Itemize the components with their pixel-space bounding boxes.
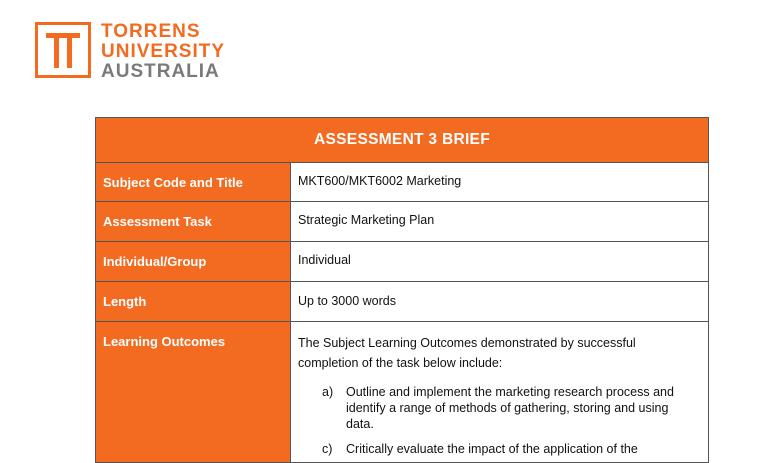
table-row	[96, 202, 708, 242]
row-value-length: Up to 3000 words	[298, 294, 396, 308]
table-row	[96, 242, 708, 282]
table-row	[96, 163, 708, 202]
row-value-task: Strategic Marketing Plan	[298, 213, 435, 227]
list-item	[298, 384, 708, 432]
logo-wordmark	[101, 22, 225, 82]
university-logo	[35, 22, 225, 82]
row-label-individual-group: Individual/Group	[96, 242, 291, 281]
logo-line-torrens: TORRENS	[101, 21, 201, 42]
logo-line-university: UNIVERSITY	[101, 41, 226, 62]
logo-line-australia: AUSTRALIA	[101, 61, 220, 82]
brief-title: ASSESSMENT 3 BRIEF	[96, 118, 708, 163]
list-item	[298, 441, 708, 457]
row-value-subject: MKT600/MKT6002 Marketing	[298, 174, 462, 188]
torrens-logo-icon	[35, 22, 91, 78]
outcome-marker: a)	[322, 385, 334, 399]
outcome-marker: c)	[322, 442, 333, 456]
row-label-learning-outcomes: Learning Outcomes	[96, 322, 291, 462]
row-label-subject: Subject Code and Title	[96, 163, 291, 201]
outcome-text: Critically evaluate the impact of the application of the	[346, 442, 638, 456]
outcome-text: Outline and implement the marketing research process and identify a range of methods of gathering, storing and using data.	[346, 385, 674, 431]
row-label-task: Assessment Task	[96, 202, 291, 241]
assessment-brief-table	[95, 117, 709, 463]
learning-outcomes-intro: The Subject Learning Outcomes demonstrated by successful completion of the task below include:	[298, 336, 636, 370]
row-value-learning-outcomes	[291, 322, 708, 462]
row-value-individual-group: Individual	[298, 253, 351, 267]
row-label-length: Length	[96, 282, 291, 321]
learning-outcomes-list	[298, 384, 708, 457]
table-row	[96, 322, 708, 462]
table-row	[96, 282, 708, 322]
